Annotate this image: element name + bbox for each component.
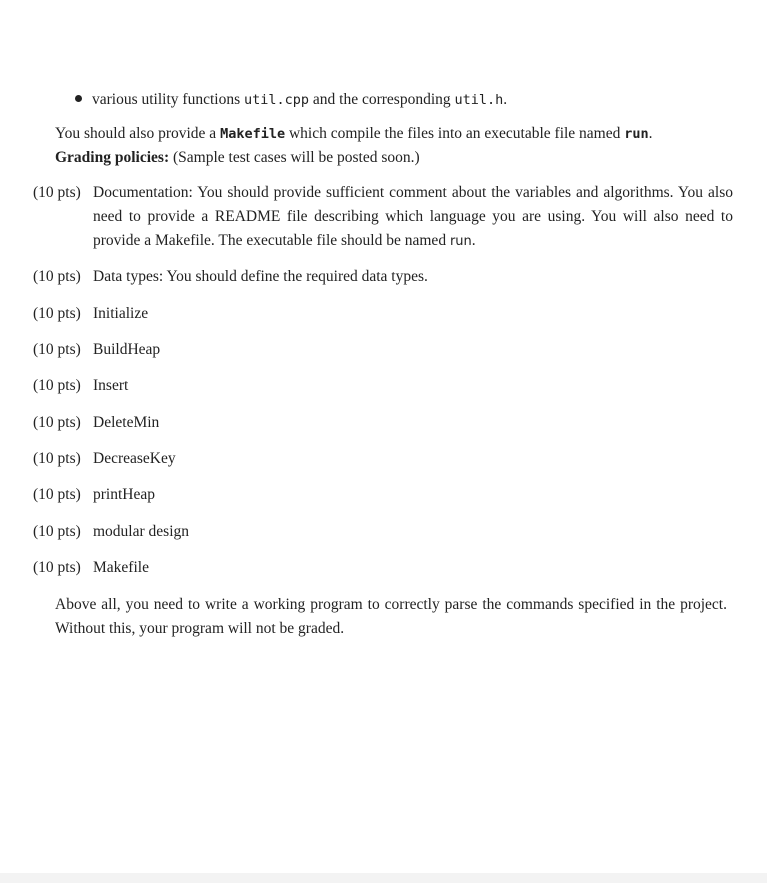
grading-policies-label: Grading policies: [55, 149, 170, 166]
item-description: Makefile [93, 559, 149, 576]
item-description [93, 181, 733, 254]
item-description: DecreaseKey [93, 450, 176, 467]
bullet-text-mid: and the corresponding [309, 91, 455, 108]
grading-item-insert [33, 374, 733, 398]
points-label: (10 pts) [33, 377, 81, 394]
item-description: Data types: You should define the required data types. [93, 268, 428, 285]
points-label: (10 pts) [33, 450, 81, 467]
item-description: printHeap [93, 486, 155, 503]
points-label: (10 pts) [33, 559, 81, 576]
points-label: (10 pts) [33, 486, 81, 503]
grading-policies-line [55, 146, 735, 170]
makefile-code: Makefile [220, 126, 286, 142]
utility-bullet [75, 88, 507, 112]
points-label: (10 pts) [33, 523, 81, 540]
grading-item-data-types [33, 265, 733, 289]
documentation-text-after: . [471, 232, 476, 249]
makefile-text-after: . [648, 125, 653, 142]
grading-item-documentation [33, 181, 733, 254]
points-label: (10 pts) [33, 268, 81, 285]
grading-item-decreasekey [33, 447, 733, 471]
points-label: (10 pts) [33, 341, 81, 358]
grading-item-initialize [33, 302, 733, 326]
grading-item-deletemin [33, 411, 733, 435]
util-cpp-code: util.cpp [243, 92, 310, 108]
documentation-text: Documentation: You should provide sufficient comment about the variables and algorithms. You also need to provide a README file describing which language you are using. You will also need to provide a Makefile. The executable file should be named [93, 184, 733, 249]
closing-paragraph: Above all, you need to write a working program to correctly parse the commands specified in the project. Without this, your program will not be graded. [55, 596, 727, 637]
bullet-text-before: various utility functions [92, 91, 244, 108]
grading-item-buildheap [33, 338, 733, 362]
points-label: (10 pts) [33, 414, 81, 431]
makefile-line [55, 122, 735, 146]
points-label: (10 pts) [33, 184, 81, 201]
makefile-text-before: You should also provide a [55, 125, 221, 142]
item-description: Initialize [93, 305, 149, 322]
run-code: run [624, 126, 649, 142]
makefile-paragraph [55, 122, 735, 170]
item-description: Insert [93, 377, 129, 394]
grading-item-makefile [33, 556, 733, 580]
item-description: DeleteMin [93, 414, 160, 431]
page-bottom-edge [0, 873, 767, 883]
points-label: (10 pts) [33, 305, 81, 322]
item-description: modular design [93, 523, 189, 540]
makefile-text-mid: which compile the files into an executable file named [285, 125, 625, 142]
run-code: run [449, 234, 472, 249]
bullet-icon [75, 95, 82, 102]
grading-note: (Sample test cases will be posted soon.) [169, 149, 420, 166]
bullet-text-after: . [503, 91, 508, 108]
grading-item-printheap [33, 483, 733, 507]
item-description: BuildHeap [93, 341, 161, 358]
grading-item-modular-design [33, 520, 733, 544]
util-h-code: util.h [454, 92, 504, 108]
